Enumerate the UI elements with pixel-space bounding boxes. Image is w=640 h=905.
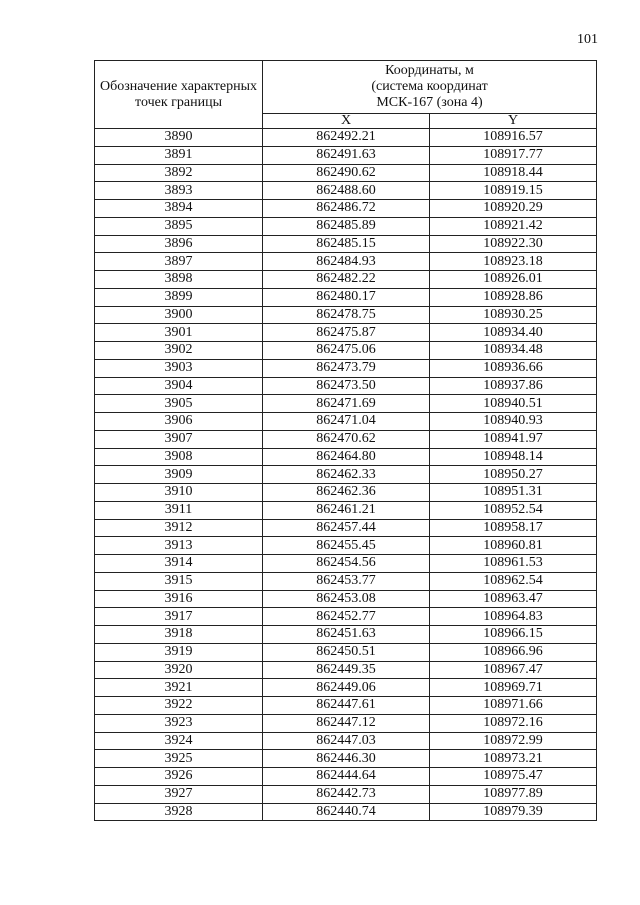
y-cell: 108972.16 <box>430 714 597 732</box>
table-row <box>95 608 597 626</box>
x-cell: 862485.15 <box>263 235 430 253</box>
point-cell: 3892 <box>95 164 263 182</box>
x-cell: 862475.06 <box>263 342 430 360</box>
y-cell: 108958.17 <box>430 519 597 537</box>
table-row <box>95 537 597 555</box>
y-cell: 108969.71 <box>430 679 597 697</box>
point-cell: 3916 <box>95 590 263 608</box>
table-row <box>95 590 597 608</box>
point-cell: 3925 <box>95 750 263 768</box>
x-cell: 862442.73 <box>263 785 430 803</box>
table-row <box>95 271 597 289</box>
point-cell: 3917 <box>95 608 263 626</box>
y-cell: 108962.54 <box>430 572 597 590</box>
table-row <box>95 785 597 803</box>
y-cell: 108922.30 <box>430 235 597 253</box>
y-cell: 108960.81 <box>430 537 597 555</box>
y-cell: 108916.57 <box>430 129 597 147</box>
point-cell: 3909 <box>95 466 263 484</box>
y-column-header: Y <box>430 114 597 129</box>
point-cell: 3911 <box>95 501 263 519</box>
table-row <box>95 377 597 395</box>
point-cell: 3890 <box>95 129 263 147</box>
point-cell: 3921 <box>95 679 263 697</box>
table-row <box>95 200 597 218</box>
point-cell: 3922 <box>95 697 263 715</box>
y-cell: 108966.96 <box>430 643 597 661</box>
x-cell: 862462.33 <box>263 466 430 484</box>
coords-header-line: МСК-167 (зона 4) <box>376 95 483 110</box>
point-cell: 3901 <box>95 324 263 342</box>
table-row <box>95 235 597 253</box>
table-row <box>95 324 597 342</box>
y-cell: 108940.51 <box>430 395 597 413</box>
table-row <box>95 501 597 519</box>
coords-header-line: Координаты, м <box>385 63 474 78</box>
table-row <box>95 714 597 732</box>
x-cell: 862471.69 <box>263 395 430 413</box>
y-cell: 108936.66 <box>430 359 597 377</box>
x-cell: 862444.64 <box>263 768 430 786</box>
x-cell: 862471.04 <box>263 413 430 431</box>
point-cell: 3910 <box>95 484 263 502</box>
table-row <box>95 768 597 786</box>
y-cell: 108926.01 <box>430 271 597 289</box>
point-cell: 3894 <box>95 200 263 218</box>
page-number: 101 <box>577 32 598 47</box>
x-cell: 862461.21 <box>263 501 430 519</box>
point-cell: 3902 <box>95 342 263 360</box>
y-cell: 108921.42 <box>430 217 597 235</box>
table-row <box>95 253 597 271</box>
x-cell: 862440.74 <box>263 803 430 821</box>
x-cell: 862450.51 <box>263 643 430 661</box>
table-row <box>95 466 597 484</box>
table-row <box>95 217 597 235</box>
table-row <box>95 803 597 821</box>
y-cell: 108950.27 <box>430 466 597 484</box>
x-cell: 862464.80 <box>263 448 430 466</box>
y-cell: 108940.93 <box>430 413 597 431</box>
point-cell: 3918 <box>95 626 263 644</box>
point-cell: 3928 <box>95 803 263 821</box>
point-cell: 3903 <box>95 359 263 377</box>
point-cell: 3927 <box>95 785 263 803</box>
x-cell: 862470.62 <box>263 430 430 448</box>
point-cell: 3926 <box>95 768 263 786</box>
y-cell: 108934.48 <box>430 342 597 360</box>
table-row <box>95 306 597 324</box>
table-body <box>95 129 597 821</box>
table-row <box>95 484 597 502</box>
x-cell: 862447.03 <box>263 732 430 750</box>
point-cell: 3898 <box>95 271 263 289</box>
x-cell: 862447.12 <box>263 714 430 732</box>
y-cell: 108937.86 <box>430 377 597 395</box>
table-row <box>95 146 597 164</box>
table-row <box>95 182 597 200</box>
x-cell: 862473.79 <box>263 359 430 377</box>
x-cell: 862491.63 <box>263 146 430 164</box>
x-cell: 862478.75 <box>263 306 430 324</box>
y-cell: 108923.18 <box>430 253 597 271</box>
y-cell: 108966.15 <box>430 626 597 644</box>
table-row <box>95 661 597 679</box>
y-cell: 108952.54 <box>430 501 597 519</box>
x-cell: 862486.72 <box>263 200 430 218</box>
point-cell: 3924 <box>95 732 263 750</box>
x-column-header: X <box>263 114 430 129</box>
y-cell: 108918.44 <box>430 164 597 182</box>
table-row <box>95 395 597 413</box>
y-cell: 108979.39 <box>430 803 597 821</box>
table-row <box>95 413 597 431</box>
point-cell: 3907 <box>95 430 263 448</box>
x-cell: 862480.17 <box>263 288 430 306</box>
table-row <box>95 129 597 147</box>
point-cell: 3905 <box>95 395 263 413</box>
x-cell: 862492.21 <box>263 129 430 147</box>
table-row <box>95 572 597 590</box>
point-cell: 3891 <box>95 146 263 164</box>
point-cell: 3919 <box>95 643 263 661</box>
x-cell: 862462.36 <box>263 484 430 502</box>
point-cell: 3912 <box>95 519 263 537</box>
x-cell: 862446.30 <box>263 750 430 768</box>
y-cell: 108917.77 <box>430 146 597 164</box>
y-cell: 108973.21 <box>430 750 597 768</box>
point-column-header: Обозначение характерных точек границы <box>95 61 263 129</box>
y-cell: 108961.53 <box>430 555 597 573</box>
table-row <box>95 430 597 448</box>
point-cell: 3895 <box>95 217 263 235</box>
table-row <box>95 288 597 306</box>
point-cell: 3899 <box>95 288 263 306</box>
x-cell: 862452.77 <box>263 608 430 626</box>
y-cell: 108919.15 <box>430 182 597 200</box>
x-cell: 862453.08 <box>263 590 430 608</box>
x-cell: 862482.22 <box>263 271 430 289</box>
x-cell: 862455.45 <box>263 537 430 555</box>
table-row <box>95 448 597 466</box>
y-cell: 108971.66 <box>430 697 597 715</box>
y-cell: 108941.97 <box>430 430 597 448</box>
point-cell: 3913 <box>95 537 263 555</box>
y-cell: 108975.47 <box>430 768 597 786</box>
table-row <box>95 519 597 537</box>
y-cell: 108972.99 <box>430 732 597 750</box>
table-row <box>95 555 597 573</box>
y-cell: 108948.14 <box>430 448 597 466</box>
point-cell: 3897 <box>95 253 263 271</box>
x-cell: 862451.63 <box>263 626 430 644</box>
y-cell: 108977.89 <box>430 785 597 803</box>
x-cell: 862454.56 <box>263 555 430 573</box>
x-cell: 862485.89 <box>263 217 430 235</box>
y-cell: 108920.29 <box>430 200 597 218</box>
point-cell: 3906 <box>95 413 263 431</box>
point-cell: 3915 <box>95 572 263 590</box>
table-header <box>95 61 597 129</box>
table-row <box>95 679 597 697</box>
y-cell: 108963.47 <box>430 590 597 608</box>
table-row <box>95 359 597 377</box>
table-row <box>95 732 597 750</box>
point-cell: 3900 <box>95 306 263 324</box>
x-cell: 862490.62 <box>263 164 430 182</box>
x-cell: 862475.87 <box>263 324 430 342</box>
x-cell: 862449.35 <box>263 661 430 679</box>
x-cell: 862473.50 <box>263 377 430 395</box>
coordinates-table <box>94 60 597 821</box>
table-row <box>95 342 597 360</box>
y-cell: 108934.40 <box>430 324 597 342</box>
x-cell: 862447.61 <box>263 697 430 715</box>
header-row <box>95 61 597 114</box>
y-cell: 108930.25 <box>430 306 597 324</box>
table-row <box>95 697 597 715</box>
coords-header-line: (система координат <box>371 79 488 94</box>
x-cell: 862488.60 <box>263 182 430 200</box>
point-cell: 3904 <box>95 377 263 395</box>
coordinates-column-header <box>263 61 597 114</box>
y-cell: 108928.86 <box>430 288 597 306</box>
y-cell: 108964.83 <box>430 608 597 626</box>
table-row <box>95 164 597 182</box>
x-cell: 862457.44 <box>263 519 430 537</box>
x-cell: 862449.06 <box>263 679 430 697</box>
table-row <box>95 643 597 661</box>
y-cell: 108967.47 <box>430 661 597 679</box>
point-cell: 3908 <box>95 448 263 466</box>
point-cell: 3923 <box>95 714 263 732</box>
table-row <box>95 626 597 644</box>
point-cell: 3893 <box>95 182 263 200</box>
table-row <box>95 750 597 768</box>
y-cell: 108951.31 <box>430 484 597 502</box>
x-cell: 862453.77 <box>263 572 430 590</box>
x-cell: 862484.93 <box>263 253 430 271</box>
point-cell: 3920 <box>95 661 263 679</box>
point-cell: 3896 <box>95 235 263 253</box>
point-cell: 3914 <box>95 555 263 573</box>
